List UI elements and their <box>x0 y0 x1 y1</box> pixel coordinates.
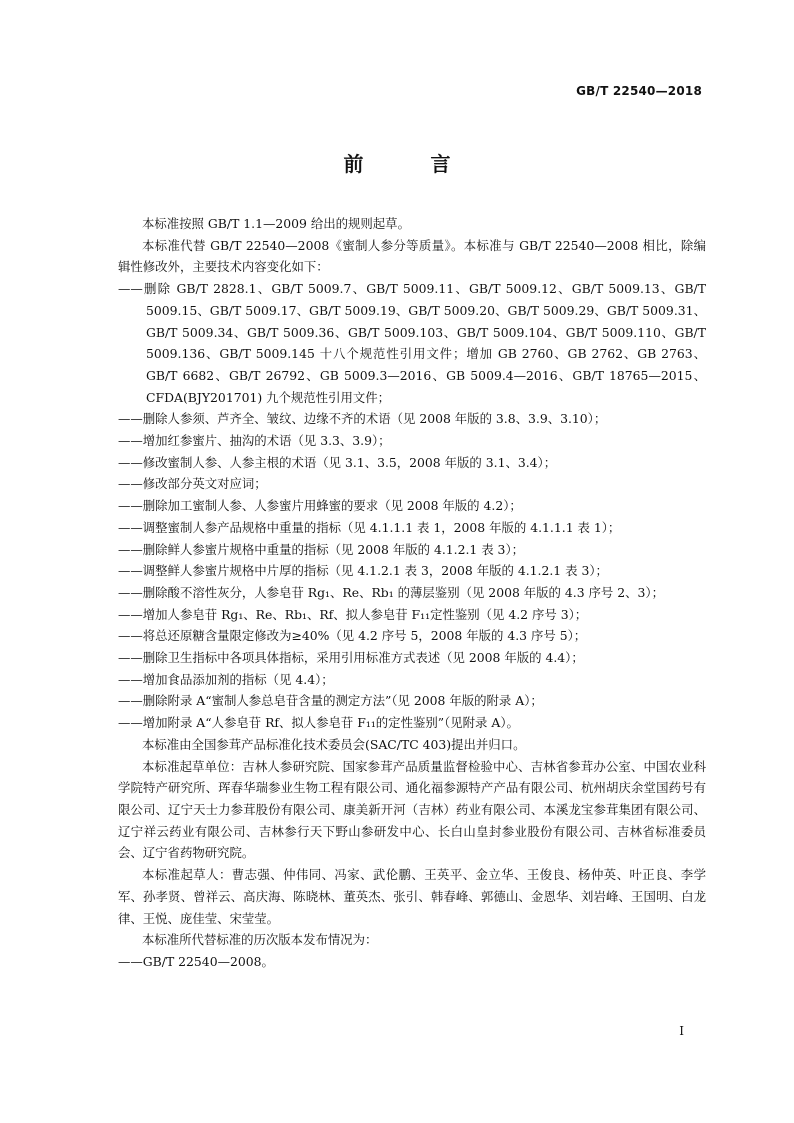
list-item: ——删除附录 A“蜜制人参总皂苷含量的测定方法”（见 2008 年版的附录 A）； <box>118 693 543 709</box>
list-item: ——GB/T 22540—2008。 <box>118 953 274 969</box>
paragraph-replaces: 本标准代替 GB/T 22540—2008《蜜制人参分等质量》。本标准与 GB/T 22540—2008 相比，除编辑性修改外，主要技术内容变化如下： <box>118 237 706 275</box>
list-item: ——删除 GB/T 2828.1、GB/T 5009.7、GB/T 5009.11、GB/T 5009.12、GB/T 5009.13、GB/T 5009.15、GB/T 5009.17、GB/T 5009.19、GB/T 5009.20、GB/T 5009.29、GB/T 5009.31、GB/T 5009.34、GB/T 5009.36、GB/T 5009.103、GB/T 5009.104、GB/T 5009.110、GB/T 5009.136、GB/T 5009.145 十八个规范性引用文件；增加 GB 2760、GB 2762、GB 2763、GB/T 6682、GB/T 26792、GB 5009.3—2016、GB 5009.4—2016、GB/T 18765—2015、CFDA(BJY201701) 九个规范性引用文件； <box>118 281 706 405</box>
list-item: ——增加红参蜜片、抽沟的术语（见 3.3、3.9）； <box>118 433 391 449</box>
list-item: ——调整蜜制人参产品规格中重量的指标（见 4.1.1.1 表 1，2008 年版的 4.1.1.1 表 1）； <box>118 519 621 535</box>
paragraph-history-intro: 本标准所代替标准的历次版本发布情况为： <box>142 932 378 948</box>
paragraph-drafting-rules: 本标准按照 GB/T 1.1—2009 给出的规则起草。 <box>142 216 410 231</box>
paragraph-drafters: 本标准起草人：曹志强、仲伟同、冯家、武伦鹏、王英平、金立华、王俊良、杨仲英、叶正良、李学军、孙孝贤、曾祥云、高庆海、陈晓林、董英杰、张引、韩春峰、郭德山、金恩华、刘岩峰、王国明、白龙律、王悦、庞佳莹、宋莹莹。 <box>118 867 706 926</box>
list-item: ——将总还原糖含量限定修改为≥40%（见 4.2 序号 5，2008 年版的 4.3 序号 5）； <box>118 628 587 644</box>
list-item: ——增加人参皂苷 Rg₁、Re、Rb₁、Rf、拟人参皂苷 F₁₁定性鉴别（见 4.2 序号 3）； <box>118 606 588 622</box>
list-item: ——删除酸不溶性灰分，人参皂苷 Rg₁、Re、Rb₁ 的薄层鉴别（见 2008 年版的 4.3 序号 2、3）； <box>118 584 664 600</box>
page-number: I <box>679 1024 684 1038</box>
list-item: ——删除卫生指标中各项具体指标，采用引用标准方式表述（见 2008 年版的 4.4）； <box>118 650 584 666</box>
list-item: ——删除加工蜜制人参、人参蜜片用蜂蜜的要求（见 2008 年版的 4.2）； <box>118 498 522 514</box>
standard-code: GB/T 22540—2018 <box>576 84 702 98</box>
list-item: ——修改蜜制人参、人参主根的术语（见 3.1、3.5，2008 年版的 3.1、3.4）； <box>118 454 557 470</box>
paragraph-drafting-units: 本标准起草单位：吉林人参研究院、国家参茸产品质量监督检验中心、吉林省参茸办公室、中国农业科学院特产研究所、珲春华瑞参业生物工程有限公司、通化福参源特产产品有限公司、杭州胡庆余堂国药号有限公司、辽宁天士力参茸股份有限公司、康美新开河（吉林）药业有限公司、本溪龙宝参茸集团有限公司、辽宁祥云药业有限公司、吉林参行天下野山参研发中心、长白山皇封参业股份有限公司、吉林省标准委员会、辽宁省药物研究院。 <box>118 758 706 861</box>
page-title: 前 言 <box>343 152 481 176</box>
list-item: ——调整鲜人参蜜片规格中片厚的指标（见 4.1.2.1 表 3，2008 年版的 4.1.2.1 表 3）； <box>118 563 608 579</box>
list-item: ——删除人参须、芦齐全、皱纹、边缘不齐的术语（见 2008 年版的 3.8、3.9、3.10）； <box>118 411 607 427</box>
paragraph-proposer: 本标准由全国参茸产品标准化技术委员会(SAC/TC 403)提出并归口。 <box>142 736 526 752</box>
list-item: ——删除鲜人参蜜片规格中重量的指标（见 2008 年版的 4.1.2.1 表 3）； <box>118 541 525 557</box>
history-list <box>118 951 706 973</box>
list-item: ——增加附录 A“人参皂苷 Rf、拟人参皂苷 F₁₁的定性鉴别”（见附录 A）。 <box>118 715 519 731</box>
document-body <box>118 213 706 973</box>
changes-list <box>118 278 706 734</box>
list-item: ——修改部分英文对应词； <box>118 476 267 492</box>
list-item: ——增加食品添加剂的指标（见 4.4）； <box>118 671 334 687</box>
